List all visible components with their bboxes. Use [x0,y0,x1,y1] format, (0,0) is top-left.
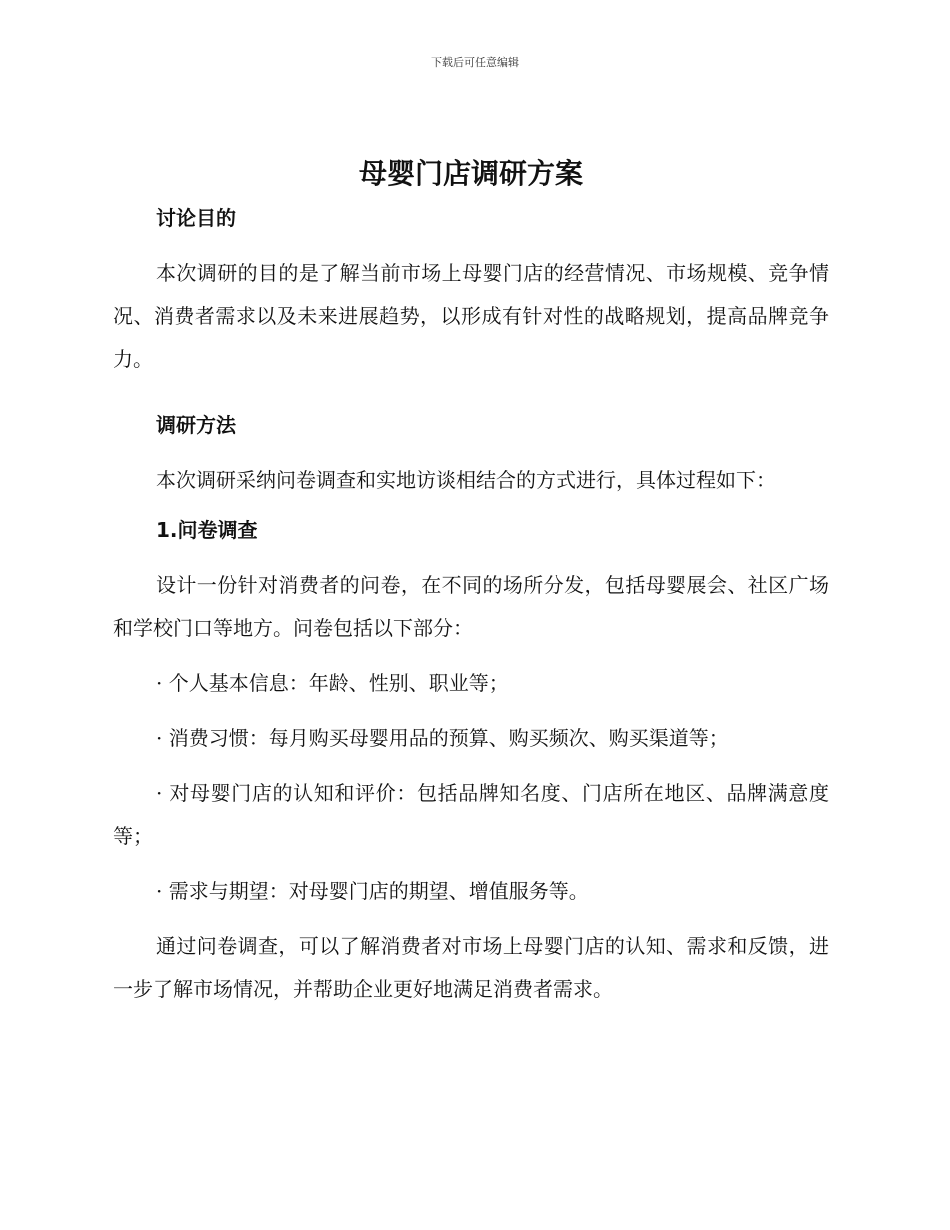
document-content [113,152,829,1011]
questionnaire-intro: 设计一份针对消费者的问卷，在不同的场所分发，包括母婴展会、社区广场和学校门口等地方。问卷包括以下部分： [113,573,829,640]
questionnaire-item-needs-expectations: · 需求与期望：对母婴门店的期望、增值服务等。 [156,879,589,903]
questionnaire-item-basic-info: · 个人基本信息：年龄、性别、职业等； [156,671,509,695]
questionnaire-item-consumption-habits: · 消费习惯：每月购买母婴用品的预算、购买频次、购买渠道等； [156,726,729,750]
purpose-paragraph: 本次调研的目的是了解当前市场上母婴门店的经营情况、市场规模、竞争情况、消费者需求以及未来进展趋势，以形成有针对性的战略规划，提高品牌竞争力。 [113,261,829,371]
section-heading-questionnaire: 1.问卷调查 [156,518,258,542]
document-title: 母婴门店调研方案 [358,157,583,190]
questionnaire-conclusion: 通过问卷调查，可以了解消费者对市场上母婴门店的认知、需求和反馈，进一步了解市场情况，并帮助企业更好地满足消费者需求。 [113,934,829,1001]
questionnaire-item-store-perception: · 对母婴门店的认知和评价：包括品牌知名度、门店所在地区、品牌满意度等； [113,781,829,848]
section-heading-method: 调研方法 [156,413,236,437]
method-paragraph: 本次调研采纳问卷调查和实地访谈相结合的方式进行，具体过程如下： [156,468,776,492]
header-note: 下载后可任意编辑 [431,56,519,69]
section-heading-purpose: 讨论目的 [156,206,236,230]
